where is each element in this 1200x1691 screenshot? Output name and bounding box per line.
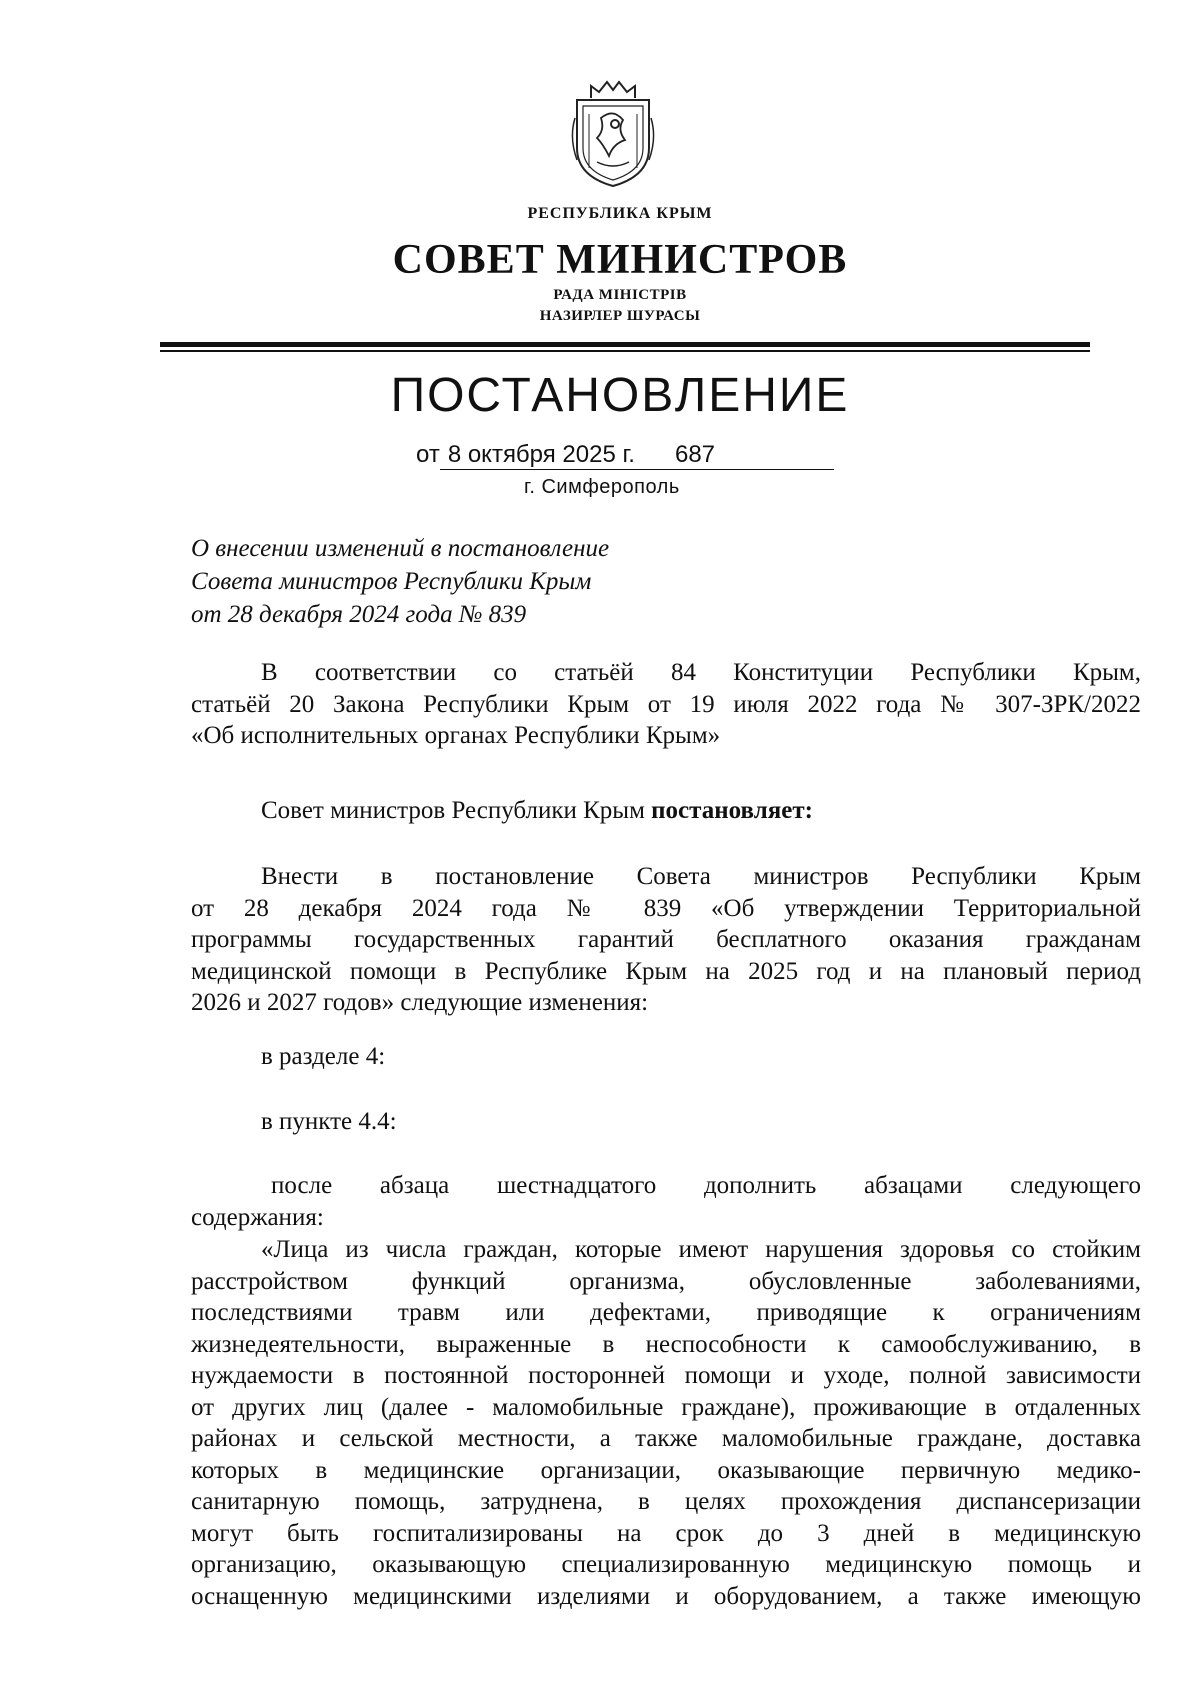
text-line: Внести в постановление Совета министров Республики Крым — [261, 863, 1141, 890]
text-line: после абзаца шестнадцатого дополнить абзацами следующего — [271, 1172, 1141, 1199]
text-line: статьёй 20 Закона Республики Крым от 19 июля 2022 года № 307-ЗРК/2022 — [191, 690, 1141, 718]
subject-line: О внесении изменений в постановление — [191, 535, 610, 562]
subject-line: Совета министров Республики Крым — [191, 568, 592, 595]
text-line: которых в медицинские организации, оказывающие первичную медико- — [191, 1456, 1141, 1484]
text-line: в пункте 4.4: — [261, 1108, 397, 1135]
text-line — [191, 795, 1141, 827]
amend-paragraph — [191, 861, 1141, 1019]
text-line: от 28 декабря 2024 года № 839 «Об утверждении Территориальной — [191, 894, 1141, 922]
resolves-keyword: постановляет: — [651, 797, 813, 824]
text-line: содержания: — [191, 1203, 324, 1231]
text-line: нуждаемости в постоянной посторонней помощи и уходе, полной зависимости — [191, 1362, 1141, 1389]
text-line: В соответствии со статьёй 84 Конституции Республики Крым, — [261, 659, 1141, 686]
decree-title: ПОСТАНОВЛЕНИЕ — [390, 369, 850, 422]
header-divider-thick — [160, 342, 1090, 347]
text-line: оснащенную медицинскими изделиями и оборудованием, а также имеющую — [191, 1582, 1141, 1610]
council-title: СОВЕТ МИНИСТРОВ — [392, 237, 848, 283]
text-line: «Об исполнительных органах Республики Крым» — [191, 722, 721, 749]
subject-line: от 28 декабря 2024 года № 839 — [191, 601, 527, 628]
decree-date-line — [416, 441, 834, 470]
date-prefix: от — [416, 441, 440, 468]
section-paragraph — [191, 1041, 1141, 1073]
quote-paragraph — [191, 1234, 1141, 1612]
date-fill-line — [440, 441, 834, 470]
decree-subject — [191, 532, 609, 631]
text-line: последствиями травм или дефектами, приводящие к ограничениям — [191, 1299, 1141, 1326]
text-line: санитарную помощь, затруднена, в целях прохождения диспансеризации — [191, 1488, 1141, 1515]
republic-name: РЕСПУБЛИКА КРЫМ — [527, 205, 713, 222]
text-line: программы государственных гарантий бесплатного оказания гражданам — [191, 926, 1141, 953]
text-line: жизнедеятельности, выраженные в неспособности к самообслуживанию, в — [191, 1330, 1141, 1358]
text-line: районах и сельской местности, а также маломобильные граждане, доставка — [191, 1425, 1141, 1452]
resolves-paragraph — [191, 795, 1141, 827]
council-title-crimean-tatar: НАЗИРЛЕР ШУРАСЫ — [539, 308, 701, 324]
text-line: организацию, оказывающую специализированную медицинскую помощь и — [191, 1551, 1141, 1578]
text-line: могут быть госпитализированы на срок до 3 дней в медицинскую — [191, 1519, 1141, 1547]
decree-city: г. Симферополь — [524, 476, 680, 498]
resolves-text: Совет министров Республики Крым — [261, 797, 652, 824]
decree-date: 8 октября 2025 г. — [447, 441, 635, 468]
basis-paragraph — [191, 657, 1141, 752]
text-line: в разделе 4: — [261, 1043, 386, 1070]
after-paragraph — [191, 1170, 1141, 1233]
text-line: 2026 и 2027 годов» следующие изменения: — [191, 989, 649, 1016]
text-line: расстройством функций организма, обусловленные заболеваниями, — [191, 1267, 1141, 1295]
point-paragraph — [191, 1106, 1141, 1138]
council-title-ukrainian: РАДА МІНІСТРІВ — [553, 287, 687, 303]
text-line: «Лица из числа граждан, которые имеют нарушения здоровья со стойким — [261, 1236, 1141, 1263]
decree-number: 687 — [674, 441, 716, 468]
coat-of-arms-icon — [567, 78, 659, 190]
text-line: от других лиц (далее - маломобильные граждане), проживающие в отдаленных — [191, 1393, 1141, 1421]
header-divider-thin — [160, 350, 1090, 352]
text-line: медицинской помощи в Республике Крым на 2025 год и на плановый период — [191, 957, 1141, 985]
